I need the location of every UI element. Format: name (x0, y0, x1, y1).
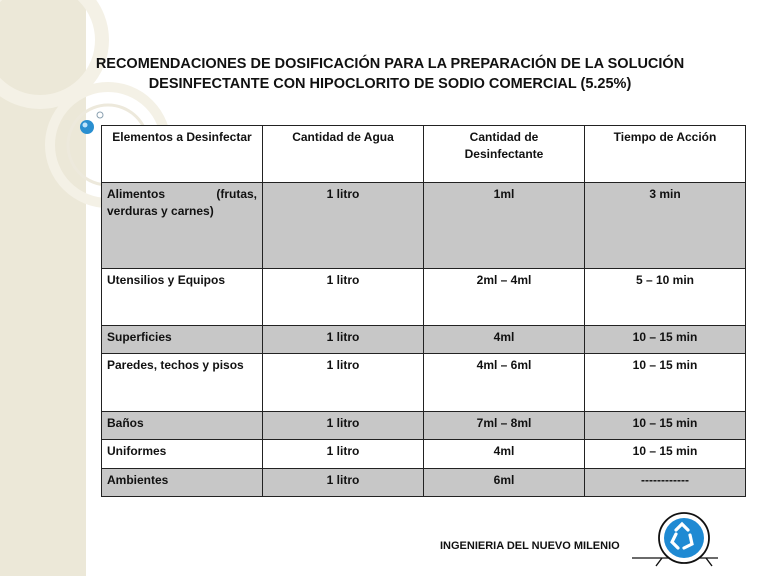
title-line-2: DESINFECTANTE CON HIPOCLORITO DE SODIO COMERCIAL (5.25%) (148, 76, 632, 92)
row-time: 10 – 15 min (585, 326, 746, 354)
table-row (102, 354, 746, 412)
title-line-1: RECOMENDACIONES DE DOSIFICACIÓN PARA LA PREPARACIÓN DE LA SOLUCIÓN (95, 56, 685, 72)
table-row (102, 326, 746, 354)
row-water: 1 litro (263, 469, 424, 497)
row-water: 1 litro (263, 440, 424, 469)
row-element: Uniformes (102, 440, 263, 469)
row-water: 1 litro (263, 412, 424, 440)
row-disinfectant: 4ml (424, 326, 585, 354)
header-disinfectant: Cantidad de Desinfectante (424, 126, 585, 183)
blue-dot-highlight (83, 123, 88, 128)
row-element: Alimentos (frutas, verduras y carnes) (102, 183, 263, 269)
blue-dot-icon (80, 120, 94, 134)
header-water: Cantidad de Agua (263, 126, 424, 183)
row-water: 1 litro (263, 354, 424, 412)
footer-brand: INGENIERIA DEL NUEVO MILENIO (440, 540, 620, 552)
header-elements: Elementos a Desinfectar (102, 126, 263, 183)
row-element: Ambientes (102, 469, 263, 497)
row-water: 1 litro (263, 269, 424, 326)
row-time: 5 – 10 min (585, 269, 746, 326)
row-disinfectant: 2ml – 4ml (424, 269, 585, 326)
row-water: 1 litro (263, 326, 424, 354)
row-element: Baños (102, 412, 263, 440)
row-time: ------------ (585, 469, 746, 497)
row-disinfectant: 7ml – 8ml (424, 412, 585, 440)
page-title (40, 54, 740, 94)
row-disinfectant: 4ml (424, 440, 585, 469)
row-disinfectant: 6ml (424, 469, 585, 497)
table-row (102, 269, 746, 326)
table-row (102, 469, 746, 497)
table-row (102, 183, 746, 269)
row-disinfectant: 4ml – 6ml (424, 354, 585, 412)
table-header-row (102, 126, 746, 183)
row-element: Paredes, techos y pisos (102, 354, 263, 412)
row-disinfectant: 1ml (424, 183, 585, 269)
small-ring-icon (97, 112, 103, 118)
header-time: Tiempo de Acción (585, 126, 746, 183)
row-time: 10 – 15 min (585, 354, 746, 412)
table-row (102, 412, 746, 440)
row-time: 10 – 15 min (585, 412, 746, 440)
recycle-logo-icon (632, 508, 724, 572)
row-element: Superficies (102, 326, 263, 354)
table-row (102, 440, 746, 469)
row-water: 1 litro (263, 183, 424, 269)
row-element: Utensilios y Equipos (102, 269, 263, 326)
row-time: 3 min (585, 183, 746, 269)
row-time: 10 – 15 min (585, 440, 746, 469)
dosage-table (101, 125, 746, 497)
